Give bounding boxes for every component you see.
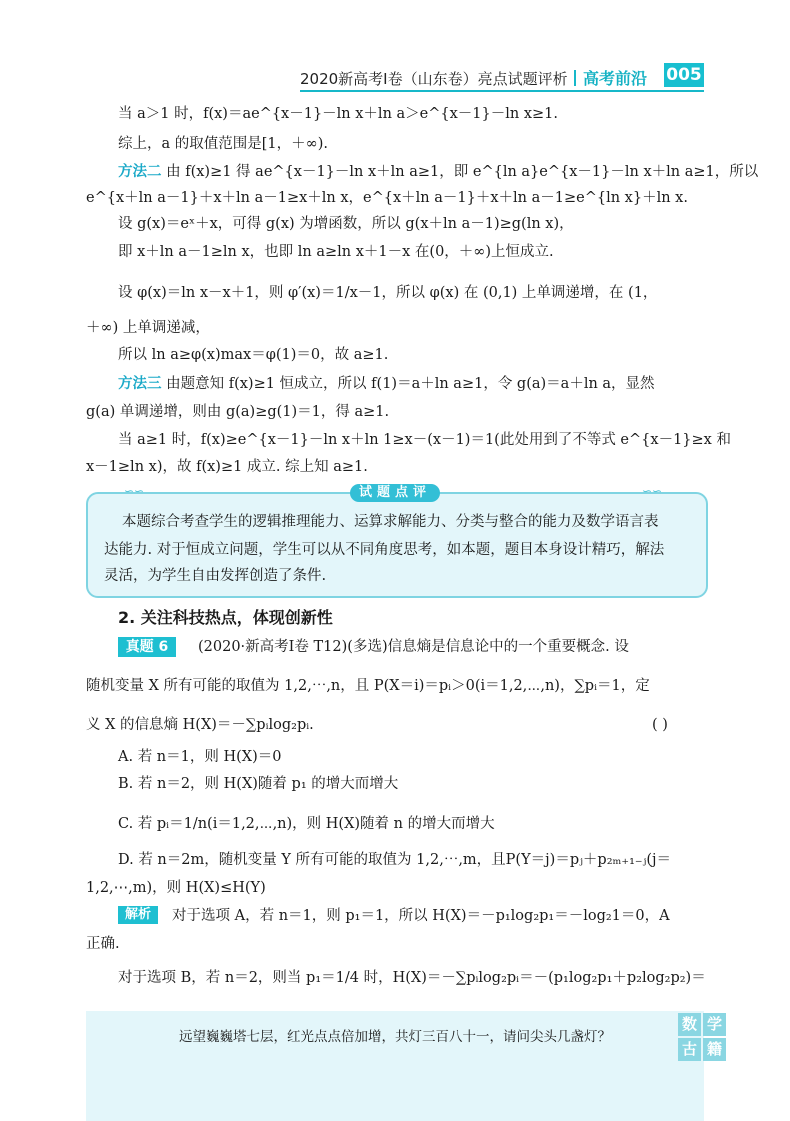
analysis-line: 对于选项 A，若 n＝1，则 p₁＝1，所以 H(X)＝－p₁log₂p₁＝－log₂1＝0，A	[172, 908, 670, 924]
decor-curl-icon: ∽∽	[642, 484, 663, 498]
text-line: e^{x＋ln a－1}＋x＋ln a－1≥x＋ln x，e^{x＋ln a－1}＋x＋ln a－1≥e^{ln x}＋ln x.	[86, 190, 688, 206]
header-separator	[574, 70, 576, 86]
option-c: C. 若 pᵢ＝1/n(i＝1,2,⋯,n)，则 H(X)随着 n 的增大而增大	[118, 816, 495, 832]
method-paragraph	[118, 162, 759, 182]
text-line: 由题意知 f(x)≥1 恒成立，所以 f(1)＝a＋ln a≥1，令 g(a)＝a＋ln a，显然	[166, 376, 655, 392]
question-line: 义 X 的信息熵 H(X)＝－∑pᵢlog₂pᵢ.	[86, 717, 314, 733]
commentary-line: 达能力. 对于恒成立问题，学生可以从不同角度思考，如本题，题目本身设计精巧，解法	[104, 542, 665, 558]
question-tag: 真题 6	[118, 637, 176, 657]
commentary-tag: 试题点评	[350, 484, 440, 502]
analysis-line: 正确.	[86, 936, 120, 952]
footer-badge	[678, 1013, 726, 1061]
text-line: 设 g(x)＝eˣ＋x，可得 g(x) 为增函数，所以 g(x＋ln a－1)≥g(ln x)，	[118, 216, 574, 232]
text-line: 当 a≥1 时，f(x)≥e^{x－1}－ln x＋ln 1≥x－(x－1)＝1(此处用到了不等式 e^{x－1}≥x 和	[118, 432, 731, 448]
question-line: (2020·新高考Ⅰ卷 T12)(多选)信息熵是信息论中的一个重要概念. 设	[198, 639, 629, 655]
text-line: x－1≥ln x)，故 f(x)≥1 成立. 综上知 a≥1.	[86, 459, 368, 475]
text-line: ＋∞) 上单调递减，	[86, 320, 210, 336]
badge-char: 古	[678, 1038, 701, 1061]
text-line: 即 x＋ln a－1≥ln x，也即 ln a≥ln x＋1－x 在(0，＋∞)上恒成立.	[118, 244, 554, 260]
commentary-line: 灵活，为学生自由发挥创造了条件.	[104, 568, 327, 584]
badge-char: 数	[678, 1013, 701, 1036]
method-label: 方法二	[118, 164, 162, 180]
text-line: 当 a＞1 时，f(x)＝ae^{x－1}－ln x＋ln a＞e^{x－1}－ln x≥1.	[118, 106, 558, 122]
answer-blank: ( )	[652, 717, 668, 733]
header-rule	[300, 90, 704, 92]
analysis-line: 对于选项 B，若 n＝2，则当 p₁＝1/4 时，H(X)＝－∑pᵢlog₂pᵢ＝－(p₁log₂p₁＋p₂log₂p₂)＝	[118, 970, 706, 986]
badge-char: 籍	[703, 1038, 726, 1061]
text-line: 设 φ(x)＝ln x－x＋1，则 φ′(x)＝1/x－1，所以 φ(x) 在 (0,1) 上单调递增，在 (1，	[118, 285, 658, 301]
text-line: 综上，a 的取值范围是[1，＋∞).	[118, 136, 328, 152]
footer-box	[86, 1011, 704, 1121]
commentary-line: 本题综合考查学生的逻辑推理能力、运算求解能力、分类与整合的能力及数学语言表	[122, 514, 659, 530]
text-line: 所以 ln a≥φ(x)max＝φ(1)＝0，故 a≥1.	[118, 347, 389, 363]
option-d-cont: 1,2,⋯,m)，则 H(X)≤H(Y)	[86, 880, 266, 896]
option-a: A. 若 n＝1，则 H(X)＝0	[118, 749, 282, 765]
analysis-tag: 解析	[118, 906, 158, 924]
section-title: 2. 关注科技热点，体现创新性	[118, 608, 333, 627]
running-header-title: 2020新高考Ⅰ卷（山东卷）亮点试题评析	[300, 70, 568, 88]
footer-poem: 远望巍巍塔七层，红光点点倍加增，共灯三百八十一，请问尖头几盏灯？	[179, 1029, 611, 1045]
header-brand: 高考前沿	[583, 69, 648, 88]
option-b: B. 若 n＝2，则 H(X)随着 p₁ 的增大而增大	[118, 776, 399, 792]
text-line: g(a) 单调递增，则由 g(a)≥g(1)＝1，得 a≥1.	[86, 404, 390, 420]
option-d: D. 若 n＝2m，随机变量 Y 所有可能的取值为 1,2,⋯,m，且P(Y＝j)＝pⱼ＋p₂ₘ₊₁₋ⱼ(j＝	[118, 852, 672, 868]
page-number: 005	[664, 63, 704, 87]
method-paragraph	[118, 374, 702, 394]
decor-curl-icon: ∽∽	[124, 484, 145, 498]
badge-char: 学	[703, 1013, 726, 1036]
question-line: 随机变量 X 所有可能的取值为 1,2,⋯,n，且 P(X＝i)＝pᵢ＞0(i＝1,2,⋯,n)，∑pᵢ＝1，定	[86, 678, 650, 694]
method-label: 方法三	[118, 376, 162, 392]
text-line: 由 f(x)≥1 得 ae^{x－1}－ln x＋ln a≥1，即 e^{ln a}e^{x－1}－ln x＋ln a≥1，所以	[166, 164, 759, 180]
